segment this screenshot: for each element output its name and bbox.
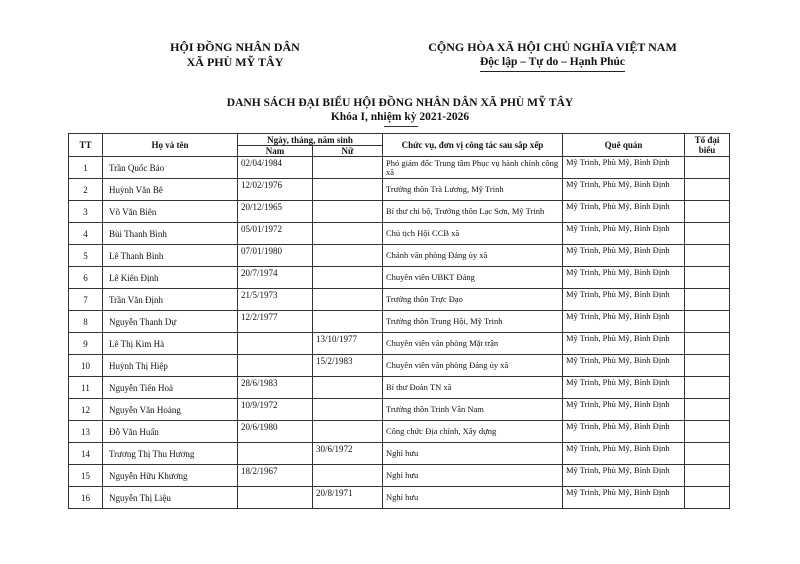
header-position: Chức vụ, đơn vị công tác sau sắp xếp [383, 134, 563, 157]
cell-group [685, 487, 730, 509]
cell-dob-male: 12/02/1976 [238, 179, 313, 201]
cell-hometown: Mỹ Trinh, Phù Mỹ, Bình Định [563, 487, 685, 509]
cell-name: Huỳnh Thị Hiệp [103, 355, 238, 377]
cell-dob-male [238, 443, 313, 465]
cell-tt: 7 [69, 289, 103, 311]
cell-name: Lê Kiên Định [103, 267, 238, 289]
cell-name: Trương Thị Thu Hương [103, 443, 238, 465]
cell-dob-male [238, 333, 313, 355]
table-row [69, 421, 730, 443]
table-row [69, 333, 730, 355]
cell-tt: 3 [69, 201, 103, 223]
cell-dob-female [313, 267, 383, 289]
cell-hometown: Mỹ Trinh, Phù Mỹ, Bình Định [563, 465, 685, 487]
cell-group [685, 399, 730, 421]
cell-tt: 2 [69, 179, 103, 201]
cell-tt: 6 [69, 267, 103, 289]
cell-group [685, 223, 730, 245]
title-divider [384, 126, 418, 127]
cell-group [685, 179, 730, 201]
national-name: CỘNG HÒA XÃ HỘI CHỦ NGHĨA VIỆT NAM [428, 40, 677, 54]
cell-dob-male: 28/6/1983 [238, 377, 313, 399]
cell-dob-male: 20/6/1980 [238, 421, 313, 443]
cell-hometown: Mỹ Trinh, Phù Mỹ, Bình Định [563, 333, 685, 355]
table-row [69, 465, 730, 487]
table-row [69, 201, 730, 223]
cell-name: Nguyễn Thị Liệu [103, 487, 238, 509]
cell-tt: 16 [69, 487, 103, 509]
table-row [69, 267, 730, 289]
cell-dob-female: 15/2/1983 [313, 355, 383, 377]
cell-dob-male: 02/04/1984 [238, 157, 313, 179]
cell-group [685, 333, 730, 355]
cell-dob-male [238, 487, 313, 509]
cell-dob-female [313, 223, 383, 245]
cell-hometown: Mỹ Trinh, Phù Mỹ, Bình Định [563, 421, 685, 443]
national-motto: Độc lập – Tự do – Hạnh Phúc [479, 56, 626, 68]
cell-position: Trưởng thôn Trinh Vân Nam [383, 399, 563, 421]
cell-tt: 15 [69, 465, 103, 487]
cell-hometown: Mỹ Trinh, Phù Mỹ, Bình Định [563, 443, 685, 465]
cell-hometown: Mỹ Trinh, Phù Mỹ, Bình Định [563, 245, 685, 267]
cell-position: Phó giám đốc Trung tâm Phục vụ hành chính công xã [383, 157, 563, 179]
national-header [415, 40, 690, 70]
cell-tt: 13 [69, 421, 103, 443]
cell-group [685, 267, 730, 289]
cell-hometown: Mỹ Trinh, Phù Mỹ, Bình Định [563, 377, 685, 399]
cell-hometown: Mỹ Trinh, Phù Mỹ, Bình Định [563, 399, 685, 421]
header-dob: Ngày, tháng, năm sinh [238, 134, 383, 146]
cell-name: Trần Văn Định [103, 289, 238, 311]
cell-position: Nghỉ hưu [383, 465, 563, 487]
cell-name: Nguyễn Hữu Khương [103, 465, 238, 487]
header-hometown: Quê quán [563, 134, 685, 157]
cell-position: Chủ tịch Hội CCB xã [383, 223, 563, 245]
cell-group [685, 289, 730, 311]
cell-group [685, 201, 730, 223]
cell-dob-female [313, 245, 383, 267]
cell-group [685, 465, 730, 487]
cell-name: Nguyễn Thanh Dự [103, 311, 238, 333]
cell-dob-male: 05/01/1972 [238, 223, 313, 245]
table-row [69, 179, 730, 201]
cell-tt: 1 [69, 157, 103, 179]
cell-name: Bùi Thanh Bình [103, 223, 238, 245]
cell-group [685, 245, 730, 267]
cell-tt: 10 [69, 355, 103, 377]
cell-dob-female: 13/10/1977 [313, 333, 383, 355]
cell-group [685, 443, 730, 465]
table-row [69, 223, 730, 245]
cell-dob-female [313, 311, 383, 333]
cell-group [685, 311, 730, 333]
cell-tt: 12 [69, 399, 103, 421]
cell-group [685, 355, 730, 377]
cell-tt: 9 [69, 333, 103, 355]
issuer-header [150, 40, 320, 70]
header-name: Họ và tên [103, 134, 238, 157]
cell-position: Công chức Địa chính, Xây dựng [383, 421, 563, 443]
cell-dob-female: 30/6/1972 [313, 443, 383, 465]
table-row [69, 311, 730, 333]
cell-name: Nguyễn Văn Hoàng [103, 399, 238, 421]
cell-dob-female [313, 201, 383, 223]
table-row [69, 399, 730, 421]
cell-hometown: Mỹ Trinh, Phù Mỹ, Bình Định [563, 201, 685, 223]
cell-dob-female [313, 289, 383, 311]
cell-name: Nguyễn Tiến Hoà [103, 377, 238, 399]
cell-dob-male: 20/12/1965 [238, 201, 313, 223]
cell-dob-female [313, 377, 383, 399]
cell-dob-male: 12/2/1977 [238, 311, 313, 333]
cell-name: Đỗ Văn Huấn [103, 421, 238, 443]
cell-dob-male: 18/2/1967 [238, 465, 313, 487]
cell-hometown: Mỹ Trinh, Phù Mỹ, Bình Định [563, 267, 685, 289]
table-row [69, 289, 730, 311]
cell-position: Trưởng thôn Trà Lương, Mỹ Trinh [383, 179, 563, 201]
cell-position: Chuyên viên văn phòng Mặt trận [383, 333, 563, 355]
cell-dob-female [313, 179, 383, 201]
cell-tt: 4 [69, 223, 103, 245]
cell-hometown: Mỹ Trinh, Phù Mỹ, Bình Định [563, 311, 685, 333]
cell-tt: 5 [69, 245, 103, 267]
table-row [69, 487, 730, 509]
cell-dob-female [313, 399, 383, 421]
cell-position: Chuyên viên văn phòng Đảng ủy xã [383, 355, 563, 377]
cell-dob-male: 10/9/1972 [238, 399, 313, 421]
cell-name: Võ Văn Biên [103, 201, 238, 223]
header-tt: TT [69, 134, 103, 157]
header-group: Tổ đại biểu [685, 134, 730, 157]
table-row [69, 443, 730, 465]
cell-dob-male [238, 355, 313, 377]
table-row [69, 157, 730, 179]
cell-tt: 8 [69, 311, 103, 333]
title-line-1: DANH SÁCH ĐẠI BIỂU HỘI ĐỒNG NHÂN DÂN XÃ PHÙ MỸ TÂY [226, 97, 574, 109]
header-male: Nam [238, 146, 313, 157]
motto-underline [480, 71, 625, 72]
cell-position: Chuyên viên UBKT Đảng [383, 267, 563, 289]
cell-position: Trưởng thôn Trực Đạo [383, 289, 563, 311]
cell-position: Chánh văn phòng Đảng ủy xã [383, 245, 563, 267]
cell-dob-female [313, 157, 383, 179]
cell-dob-male: 07/01/1980 [238, 245, 313, 267]
cell-position: Nghỉ hưu [383, 443, 563, 465]
document-title [160, 96, 640, 124]
cell-name: Huỳnh Văn Bê [103, 179, 238, 201]
cell-name: Trần Quốc Bảo [103, 157, 238, 179]
cell-group [685, 377, 730, 399]
cell-hometown: Mỹ Trinh, Phù Mỹ, Bình Định [563, 179, 685, 201]
cell-tt: 14 [69, 443, 103, 465]
issuer-line-1: HỘI ĐỒNG NHÂN DÂN [170, 40, 300, 54]
cell-group [685, 421, 730, 443]
cell-group [685, 157, 730, 179]
cell-hometown: Mỹ Trinh, Phù Mỹ, Bình Định [563, 223, 685, 245]
table-row [69, 245, 730, 267]
cell-name: Lê Thanh Bình [103, 245, 238, 267]
cell-dob-male: 20/7/1974 [238, 267, 313, 289]
delegates-table [68, 133, 730, 509]
table-row [69, 355, 730, 377]
cell-hometown: Mỹ Trinh, Phù Mỹ, Bình Định [563, 355, 685, 377]
cell-tt: 11 [69, 377, 103, 399]
cell-dob-female [313, 465, 383, 487]
cell-position: Nghỉ hưu [383, 487, 563, 509]
cell-hometown: Mỹ Trinh, Phù Mỹ, Bình Định [563, 157, 685, 179]
title-line-2: Khóa I, nhiệm kỳ 2021-2026 [330, 111, 470, 123]
issuer-line-2: XÃ PHÙ MỸ TÂY [186, 55, 284, 69]
cell-dob-female [313, 421, 383, 443]
cell-dob-male: 21/5/1973 [238, 289, 313, 311]
cell-position: Bí thư Đoàn TN xã [383, 377, 563, 399]
header-female: Nữ [313, 146, 383, 157]
cell-position: Bí thư chi bộ, Trưởng thôn Lạc Sơn, Mỹ Trinh [383, 201, 563, 223]
cell-position: Trưởng thôn Trung Hội, Mỹ Trinh [383, 311, 563, 333]
cell-dob-female: 20/8/1971 [313, 487, 383, 509]
cell-name: Lê Thị Kim Hà [103, 333, 238, 355]
cell-hometown: Mỹ Trinh, Phù Mỹ, Bình Định [563, 289, 685, 311]
table-row [69, 377, 730, 399]
